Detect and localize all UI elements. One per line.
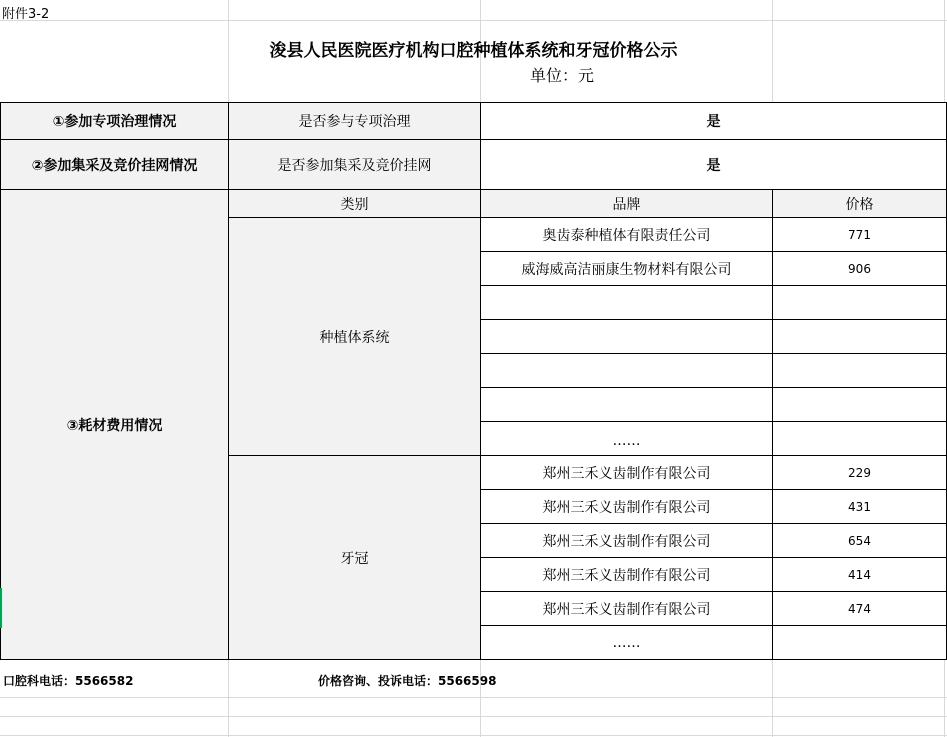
empty-cell xyxy=(480,285,773,320)
procurement-question: 是否参加集采及竞价挂网 xyxy=(228,139,481,190)
consumables-label: ③耗材费用情况 xyxy=(0,189,229,660)
empty-cell xyxy=(480,387,773,422)
crown-brand: 郑州三禾义齿制作有限公司 xyxy=(480,557,773,592)
empty-cell xyxy=(772,353,947,388)
gridline xyxy=(0,697,947,698)
crown-price: 654 xyxy=(772,523,947,558)
empty-cell xyxy=(772,387,947,422)
empty-cell xyxy=(772,319,947,354)
special-governance-label: ①参加专项治理情况 xyxy=(0,102,229,140)
crown-price: 229 xyxy=(772,455,947,490)
implant-price: 771 xyxy=(772,217,947,252)
selection-marker xyxy=(0,588,2,628)
empty-cell xyxy=(772,285,947,320)
empty-cell xyxy=(772,625,947,660)
special-governance-question: 是否参与专项治理 xyxy=(228,102,481,140)
complaint-phone: 价格咨询、投诉电话：5566598 xyxy=(318,674,497,688)
page-title: 浚县人民医院医疗机构口腔种植体系统和牙冠价格公示 xyxy=(269,41,678,61)
implant-brand: 威海威高洁丽康生物材料有限公司 xyxy=(480,251,773,286)
crown-brand: 郑州三禾义齿制作有限公司 xyxy=(480,523,773,558)
column-header-price: 价格 xyxy=(772,189,947,218)
gridline xyxy=(0,20,947,21)
crown-price: 414 xyxy=(772,557,947,592)
crown-brand: 郑州三禾义齿制作有限公司 xyxy=(480,455,773,490)
empty-cell xyxy=(480,319,773,354)
column-header-brand: 品牌 xyxy=(480,189,773,218)
crown-price: 474 xyxy=(772,591,947,626)
unit-label: 单位：元 xyxy=(530,66,595,85)
implant-brand: 奥齿泰种植体有限责任公司 xyxy=(480,217,773,252)
procurement-answer: 是 xyxy=(480,139,947,190)
crown-brand: 郑州三禾义齿制作有限公司 xyxy=(480,591,773,626)
column-header-category: 类别 xyxy=(228,189,481,218)
empty-cell xyxy=(480,353,773,388)
implant-ellipsis: …… xyxy=(480,421,773,456)
crown-ellipsis: …… xyxy=(480,625,773,660)
crown-price: 431 xyxy=(772,489,947,524)
implant-price: 906 xyxy=(772,251,947,286)
empty-cell xyxy=(772,421,947,456)
crown-category: 牙冠 xyxy=(228,455,481,660)
gridline xyxy=(0,716,947,717)
implant-category: 种植体系统 xyxy=(228,217,481,456)
dental-phone: 口腔科电话：5566582 xyxy=(3,674,134,688)
annex-label: 附件3-2 xyxy=(2,7,50,22)
gridline xyxy=(0,735,947,736)
crown-brand: 郑州三禾义齿制作有限公司 xyxy=(480,489,773,524)
special-governance-answer: 是 xyxy=(480,102,947,140)
procurement-label: ②参加集采及竞价挂网情况 xyxy=(0,139,229,190)
